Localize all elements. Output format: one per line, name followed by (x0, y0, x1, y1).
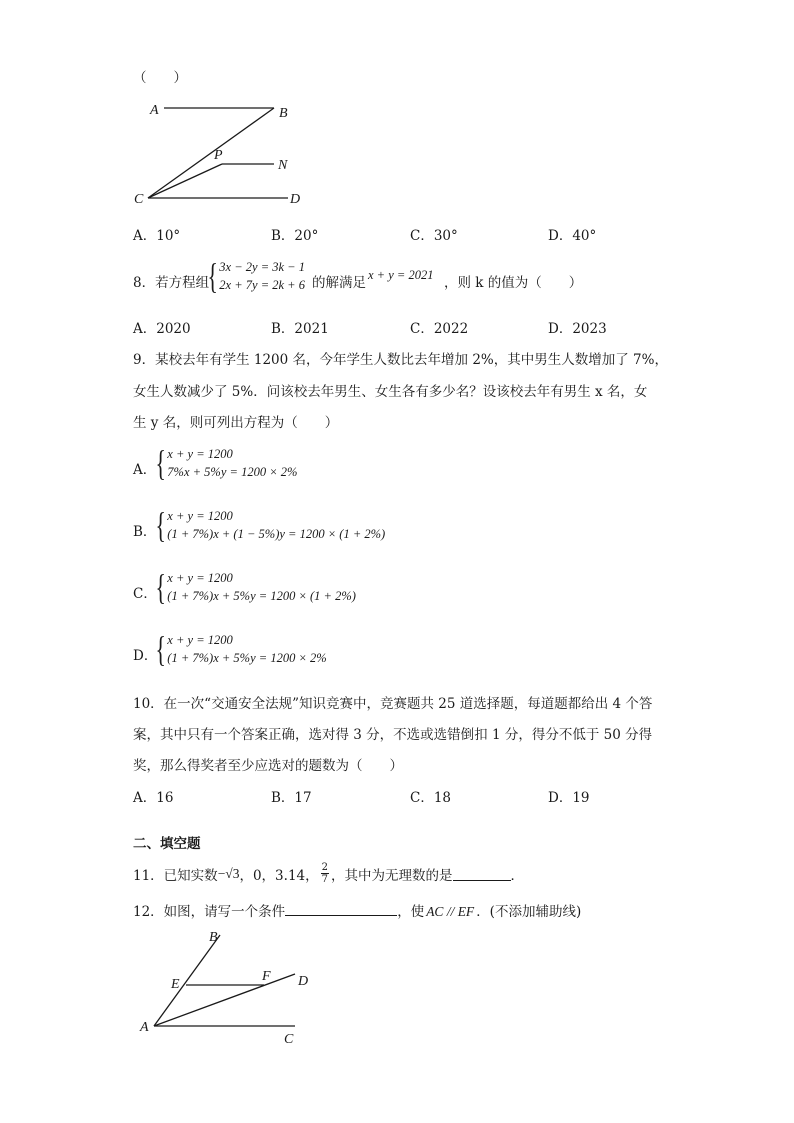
section-heading-fill-blank: 二、填空题 (133, 836, 201, 852)
q12-line (133, 900, 581, 920)
q11-frac-num: 2 (321, 862, 328, 873)
q9-option-a-eq1: x + y = 1200 (167, 447, 233, 461)
q8-eq1: 3x − 2y = 3k − 1 (219, 260, 305, 274)
q8-suffix: ，则 k 的值为（ ） (444, 275, 583, 291)
q9-option-d-system: { x + y = 1200 (1 + 7%)x + 5%y = 1200 × 2% (155, 629, 327, 669)
q11-prefix: 11．已知实数 (133, 867, 218, 884)
q8-condition: x + y = 2021 (368, 268, 434, 282)
q12-figure (135, 925, 335, 1050)
q10-option-a: A．16 (133, 790, 174, 806)
q10-line3: 奖，那么得奖者至少应选对的题数为（ ） (133, 758, 403, 774)
q9-option-a-label: A． (133, 462, 157, 478)
q10-option-c: C．18 (410, 790, 452, 806)
q9-option-d-label: D． (133, 648, 158, 664)
q9-option-a-eq2: 7%x + 5%y = 1200 × 2% (167, 465, 298, 479)
q9-option-d-eq1: x + y = 1200 (167, 633, 233, 647)
q12-label-d: D (298, 974, 309, 989)
q11-line (133, 862, 524, 885)
q8-option-d: D．2023 (548, 321, 607, 337)
q11-rest: ，0，3.14， (239, 867, 319, 884)
q7-label-c: C (134, 192, 144, 207)
q9-line2: 女生人数减少了 5%．问该校去年男生、女生各有多少名？设该校去年有男生 x 名，女 (133, 384, 648, 400)
q11-fraction (321, 862, 329, 885)
q7-option-d: D．40° (548, 228, 597, 244)
q11-end: ． (510, 867, 524, 884)
q7-label-a: A (150, 103, 159, 118)
q9-line1: 9．某校去年有学生 1200 名，今年学生人数比去年增加 2%，其中男生人数增加了 7%， (133, 352, 668, 368)
q9-option-c-system: { x + y = 1200 (1 + 7%)x + 5%y = 1200 × (1 + 2%) (155, 567, 356, 607)
q7-line-cp (148, 164, 222, 198)
q9-option-c-eq2: (1 + 7%)x + 5%y = 1200 × (1 + 2%) (167, 589, 356, 603)
q9-option-b-eq1: x + y = 1200 (167, 509, 233, 523)
q9-option-c-eq1: x + y = 1200 (167, 571, 233, 585)
q9-option-d-eq2: (1 + 7%)x + 5%y = 1200 × 2% (167, 651, 327, 665)
q11-answer-blank[interactable] (453, 866, 511, 881)
q9-option-a-system: { x + y = 1200 7%x + 5%y = 1200 × 2% (155, 443, 298, 483)
q7-option-c: C．30° (410, 228, 458, 244)
q12-answer-blank[interactable] (285, 901, 397, 916)
q8-equation-system (204, 258, 305, 294)
q7-label-p: P (214, 148, 223, 163)
q7-label-b: B (279, 106, 288, 121)
q11-suffix: ，其中为无理数的是 (331, 867, 453, 884)
q11-frac-den: 7 (321, 874, 328, 885)
q8-option-b: B．2021 (271, 321, 329, 337)
q12-label-c: C (284, 1032, 294, 1047)
q10-option-b: B．17 (271, 790, 312, 806)
q12-label-e: E (171, 977, 180, 992)
q9-line3: 生 y 名，则可列出方程为（ ） (133, 415, 339, 431)
q8-eq2: 2x + 7y = 2k + 6 (219, 278, 305, 292)
q12-label-f: F (262, 969, 271, 984)
q9-option-b-eq2: (1 + 7%)x + (1 − 5%)y = 1200 × (1 + 2%) (167, 527, 386, 541)
q12-condition: AC // EF (426, 904, 475, 919)
q10-line2: 案，其中只有一个答案正确，选对得 3 分，不选或选错倒扣 1 分，得分不低于 50 分得 (133, 727, 653, 743)
q7-label-n: N (278, 158, 288, 173)
q12-suffix: ．(不添加辅助线) (476, 904, 582, 920)
q10-line1: 10．在一次“交通安全法规”知识竞赛中，竞赛题共 25 道选择题，每道题都给出 4 个答 (133, 696, 653, 712)
q7-option-a: A．10° (133, 228, 181, 244)
q7-answer-paren: （ ） (133, 70, 187, 86)
q7-line-bc (148, 108, 274, 198)
q9-option-c-label: C． (133, 586, 157, 602)
q11-neg-sqrt3: −√3 (217, 865, 240, 881)
q8-prefix: 8．若方程组 (133, 275, 210, 291)
q12-line-ab (154, 935, 220, 1026)
q12-middle: ，使 (397, 904, 425, 920)
q7-option-b: B．20° (271, 228, 319, 244)
q12-label-a: A (140, 1020, 149, 1035)
q12-prefix: 12．如图，请写一个条件 (133, 904, 286, 920)
q8-option-c: C．2022 (410, 321, 469, 337)
q10-option-d: D．19 (548, 790, 590, 806)
q7-figure (130, 95, 310, 210)
q12-label-b: B (209, 930, 218, 945)
q8-middle: 的解满足 (312, 275, 366, 291)
q9-option-b-system: { x + y = 1200 (1 + 7%)x + (1 − 5%)y = 1200 × (1 + 2%) (155, 505, 386, 545)
q8-option-a: A．2020 (133, 321, 191, 337)
q8-brace: { (207, 256, 218, 296)
q7-label-d: D (290, 192, 301, 207)
q9-option-b-label: B． (133, 524, 157, 540)
